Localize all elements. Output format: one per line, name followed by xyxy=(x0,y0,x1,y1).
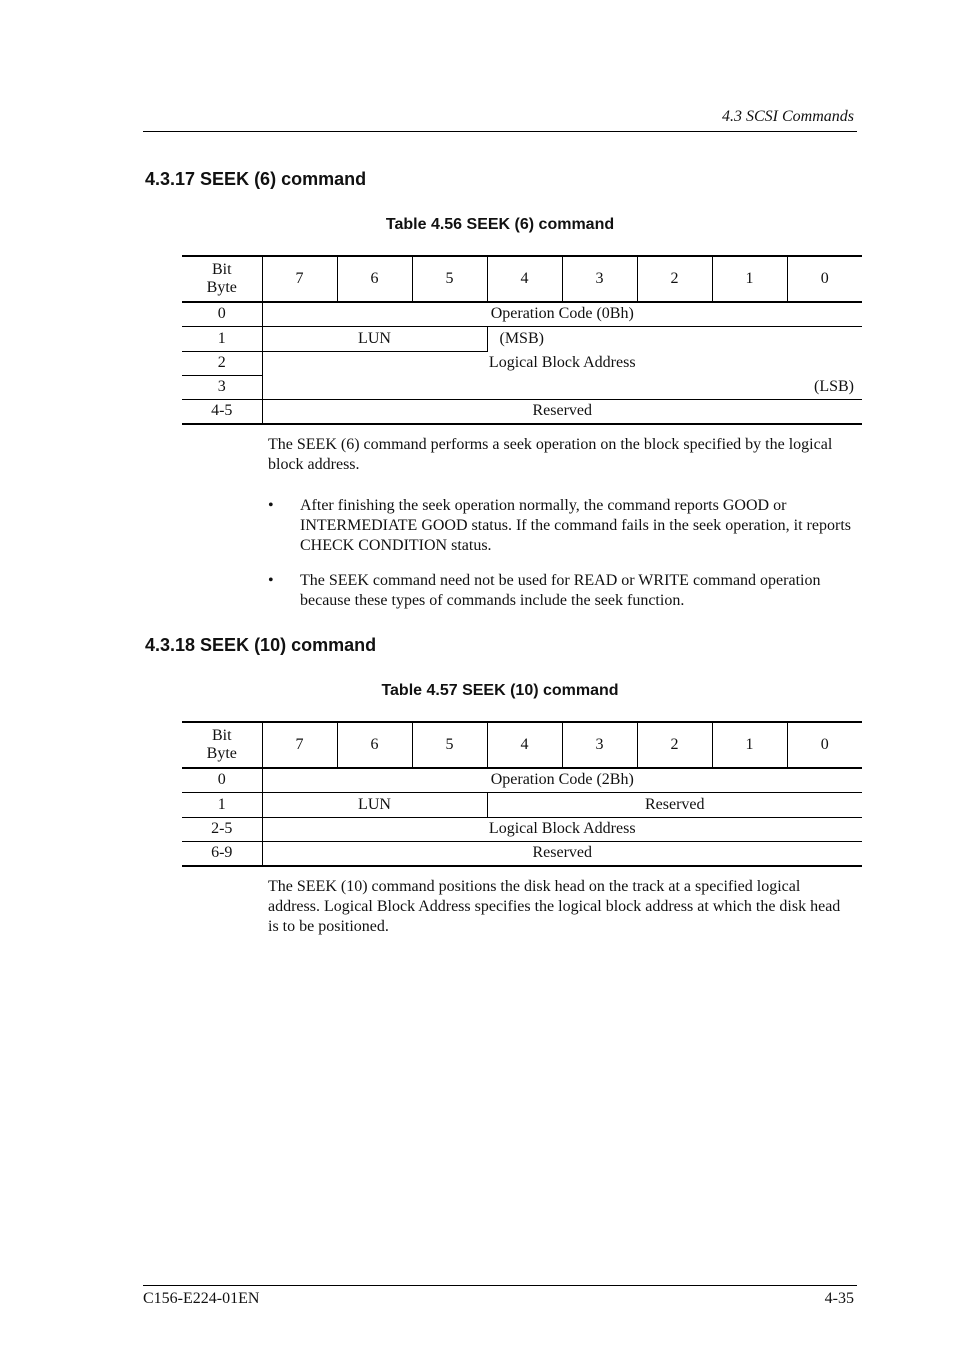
bit-4: 4 xyxy=(487,722,562,768)
byte-label: Byte xyxy=(206,745,237,762)
byte-number: 1 xyxy=(182,326,262,351)
table-caption-seek6: Table 4.56 SEEK (6) command xyxy=(385,216,615,233)
table-row xyxy=(182,302,862,326)
bit-7: 7 xyxy=(262,256,337,302)
bit-1: 1 xyxy=(712,722,787,768)
reserved-field: Reserved xyxy=(487,792,862,817)
bit-6: 6 xyxy=(337,722,412,768)
footer-rule xyxy=(143,1285,857,1286)
section-title-seek6: 4.3.17 SEEK (6) command xyxy=(145,169,367,189)
lsb-marker: (LSB) xyxy=(262,375,862,399)
msb-marker: (MSB) xyxy=(499,329,544,347)
byte-label: Byte xyxy=(206,279,237,296)
bit-label: Bit xyxy=(211,727,232,744)
reserved-field: Reserved xyxy=(532,844,593,862)
bit-2: 2 xyxy=(637,722,712,768)
bit-3: 3 xyxy=(562,256,637,302)
table-row xyxy=(182,399,862,424)
table-row xyxy=(182,792,862,817)
table-row xyxy=(182,375,862,399)
list-item xyxy=(268,571,853,611)
bit-byte-cell xyxy=(182,722,262,768)
list-item xyxy=(268,496,853,556)
table-header-row xyxy=(182,722,862,768)
bit-byte-cell xyxy=(182,256,262,302)
bit-0: 0 xyxy=(787,722,862,768)
table-row xyxy=(182,351,862,375)
operation-code-field: Operation Code (0Bh) xyxy=(262,302,862,326)
bit-2: 2 xyxy=(637,256,712,302)
byte-number: 3 xyxy=(182,375,262,399)
bit-4: 4 xyxy=(487,256,562,302)
byte-number: 4-5 xyxy=(182,399,262,424)
logical-block-address-field: Logical Block Address xyxy=(262,817,862,841)
bit-1: 1 xyxy=(712,256,787,302)
bit-5: 5 xyxy=(412,256,487,302)
table-header-row xyxy=(182,256,862,302)
bit-3: 3 xyxy=(562,722,637,768)
document-id: C156-E224-01EN xyxy=(143,1290,260,1307)
operation-code-field: Operation Code (2Bh) xyxy=(262,768,862,792)
page-number: 4-35 xyxy=(824,1290,854,1307)
bit-5: 5 xyxy=(412,722,487,768)
bullet-marker: • xyxy=(268,572,274,589)
byte-number: 2 xyxy=(182,351,262,375)
table-row xyxy=(182,768,862,792)
list-item-text: After finishing the seek operation normally, the command reports GOOD or INTERMEDIATE GOOD status. If the command fails in the seek operation, it reports CHECK CONDITION status. xyxy=(300,497,851,554)
running-head: 4.3 SCSI Commands xyxy=(721,108,854,125)
seek10-table xyxy=(182,721,862,867)
table-caption-seek10: Table 4.57 SEEK (10) command xyxy=(381,682,619,699)
byte-number: 0 xyxy=(182,768,262,792)
header-rule xyxy=(143,131,857,132)
byte-number: 0 xyxy=(182,302,262,326)
bit-label: Bit xyxy=(211,261,232,278)
table-row xyxy=(182,326,862,351)
table-row xyxy=(182,817,862,841)
byte-number: 1 xyxy=(182,792,262,817)
bullet-marker: • xyxy=(268,497,274,514)
section-title-seek10: 4.3.18 SEEK (10) command xyxy=(145,635,377,655)
bit-7: 7 xyxy=(262,722,337,768)
lun-field: LUN xyxy=(262,792,487,817)
lun-field: LUN xyxy=(262,326,487,351)
reserved-field: Reserved xyxy=(532,402,593,420)
logical-block-address-field: Logical Block Address xyxy=(488,354,636,372)
list-item-text: The SEEK command need not be used for READ or WRITE command operation because these types of commands include the seek function. xyxy=(300,572,821,609)
bit-0: 0 xyxy=(787,256,862,302)
seek6-table xyxy=(182,255,862,425)
byte-number: 2-5 xyxy=(182,817,262,841)
seek10-description: The SEEK (10) command positions the disk head on the track at a specified logical address. Logical Block Address specifies the logical block address at which the disk head is to be positioned. xyxy=(268,878,841,935)
byte-number: 6-9 xyxy=(182,841,262,866)
table-row xyxy=(182,841,862,866)
bit-6: 6 xyxy=(337,256,412,302)
seek6-description: The SEEK (6) command performs a seek operation on the block specified by the logical block address. xyxy=(268,436,833,473)
